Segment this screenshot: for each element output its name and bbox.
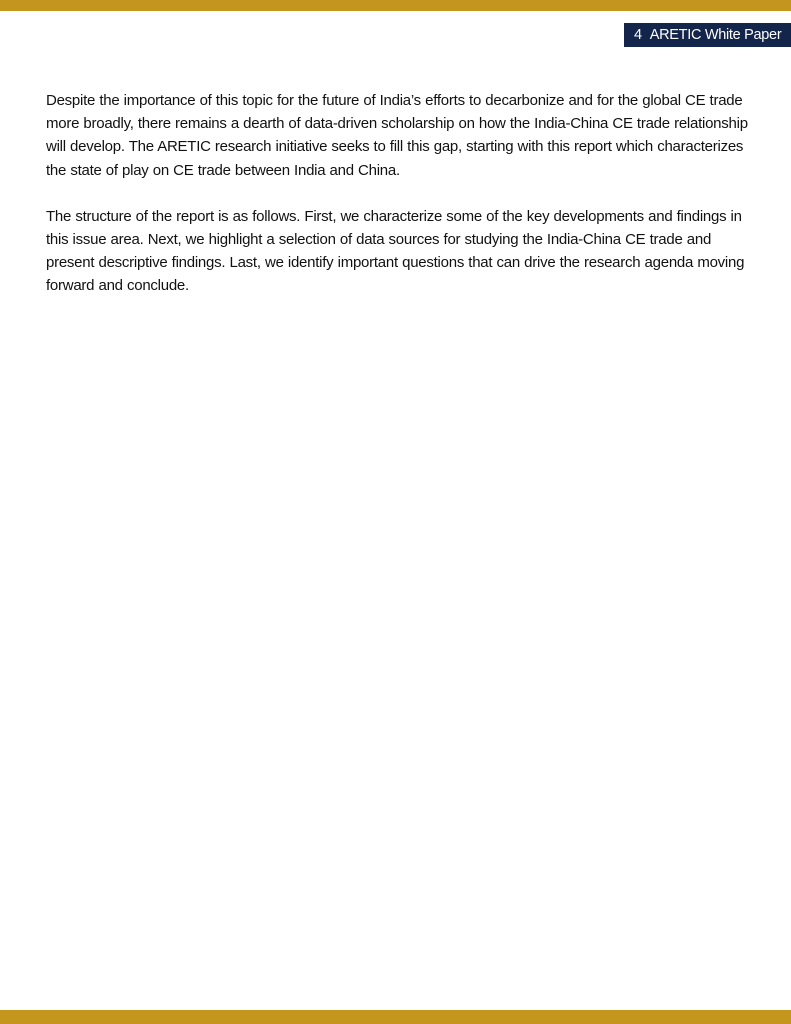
publication-title: ARETIC White Paper (649, 27, 782, 43)
body-paragraph: Despite the importance of this topic for the future of India’s efforts to decarbonize and for the global CE trade more broadly, there remains a dearth of data-driven scholarship on how the India-China CE trade relationship will develop. The ARETIC research initiative seeks to fill this gap, starting with this report which characterizes the state of play on CE trade between India and China. (46, 92, 748, 179)
bottom-gold-rule (0, 1010, 791, 1024)
body-text (46, 89, 756, 321)
body-paragraph: The structure of the report is as follows. First, we characterize some of the key developments and findings in this issue area. Next, we highlight a selection of data sources for studying the India-China CE trade and present descriptive findings. Last, we identify important questions that can drive the research agenda moving forward and conclude. (46, 207, 745, 295)
page-header-tab (624, 23, 791, 47)
page-number: 4 (634, 27, 642, 43)
top-gold-rule (0, 0, 791, 11)
